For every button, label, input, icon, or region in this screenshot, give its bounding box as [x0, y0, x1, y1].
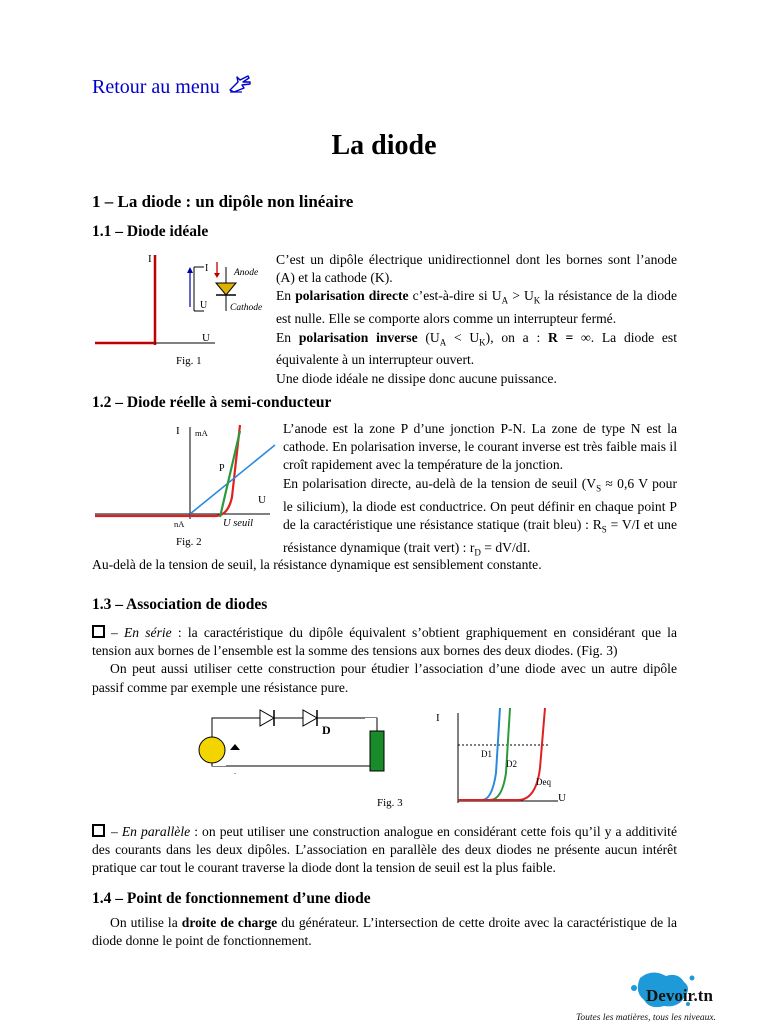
- fig3-curve-d1: [458, 708, 500, 800]
- fig3-label-u: U: [558, 792, 566, 804]
- fig1-label-i-small: I: [205, 263, 209, 274]
- fig3-label-deq: Deq: [536, 777, 551, 787]
- s12-text-block: [283, 420, 677, 562]
- checkbox-bullet-icon: [92, 625, 105, 638]
- s11-p4: Une diode idéale ne dissipe donc aucune puissance.: [276, 370, 557, 386]
- s12-p3: Au-delà de la tension de seuil, la résistance dynamique est sensiblement constante.: [92, 557, 542, 572]
- fig2-label-u: U: [258, 494, 266, 506]
- section-1-2-heading: 1.2 – Diode réelle à semi-conducteur: [92, 394, 332, 411]
- s11-p2: En polarisation directe c’est-à-dire si $U_A > U_K$ la résistance de la diode est nulle. Elle se comporte alors comme un interrupteur fermé.: [276, 288, 678, 327]
- pointing-hand-icon: [228, 74, 252, 100]
- fig1-label-u-small: U: [200, 300, 208, 311]
- s12-p2: En polarisation directe, au-delà de la tension de seuil ($V_S \approx 0,6$ V pour le silicium), la diode est conductrice. On peut définir en chaque point P de la caractéristique une résistance statique (trait bleu) : $R_S = V/I$ et une résistance dynamique (trait vert) : $r_D = dV/dI$.: [283, 475, 677, 558]
- fig3-generator-icon: [199, 737, 225, 763]
- section-1-4-heading: 1.4 – Point de fonctionnement d’une diode: [92, 890, 371, 907]
- fig3-diode-2: [303, 710, 317, 726]
- fig1-caption: Fig. 1: [176, 355, 202, 367]
- logo-brand: Devoir.tn: [646, 986, 713, 1005]
- fig2-label-p: P: [219, 463, 225, 474]
- fig2-real-diode-diagram: [90, 417, 276, 552]
- fig3-label-i: I: [436, 712, 440, 724]
- s11-p1: C’est un dipôle électrique unidirectionnel dont les bornes sont l’anode (A) et la cathode (K).: [276, 252, 677, 286]
- s11-text-block: [276, 251, 677, 388]
- fig3-resistor: [370, 731, 384, 771]
- s14-paragraph: On utilise la droite de charge du générateur. L’intersection de cette droite avec la caractéristique de la diode donne le point de fonctionnement.: [92, 915, 678, 949]
- fig1-label-anode: Anode: [234, 268, 259, 278]
- fig1-label-cathode: Cathode: [230, 303, 263, 313]
- fig3-label-d1: D1: [481, 749, 492, 759]
- fig3-characteristic-graph: [430, 703, 590, 809]
- fig2-label-useuil: U seuil: [223, 518, 254, 529]
- s13-serie-paragraph: – En série : la caractéristique du dipôle équivalent s’obtient graphiquement en considérant que la tension aux bornes de l’ensemble est la somme des tensions aux bornes des deux diodes. (Fig. 3): [92, 625, 677, 659]
- fig2-caption: Fig. 2: [176, 536, 202, 548]
- back-to-menu-link[interactable]: [92, 74, 252, 100]
- fig1-diode-symbol: [216, 283, 236, 295]
- fig3-diode-1: [260, 710, 274, 726]
- fig3-label-d: D: [322, 723, 331, 737]
- fig1-ideal-diode-diagram: [90, 245, 270, 375]
- s12-p1: L’anode est la zone P d’une jonction P-N. La zone de type N est la cathode. En polarisation inverse, le courant inverse est très faible mais il croît rapidement avec la température de la jonction.: [283, 421, 677, 473]
- fig3-curve-deq: [458, 708, 545, 800]
- section-1-heading: 1 – La diode : un dipôle non linéaire: [92, 192, 354, 211]
- s13-serie-paragraph-2: On peut aussi utiliser cette construction pour étudier l’association d’une diode avec un autre dipôle passif comme par exemple une résistance pure.: [92, 661, 677, 695]
- s13-serie-block: [92, 624, 677, 697]
- svg-text:.: .: [234, 767, 236, 776]
- fig1-label-i: I: [148, 253, 152, 265]
- section-1-3-heading: 1.3 – Association de diodes: [92, 596, 268, 613]
- fig2-label-na: nA: [174, 519, 185, 529]
- s13-parallele-paragraph: – En parallèle : on peut utiliser une construction analogue en considérant cette fois qu’il y a additivité des courants dans les deux dipôles. L’association en parallèle des deux diodes ne présente aucun intérêt pratique car tout le courant traverse la diode dont la tension de seuil est la plus faible.: [92, 824, 677, 876]
- fig3-circuit-diagram: [190, 698, 390, 788]
- fig3-label-d2: D2: [506, 759, 517, 769]
- fig2-label-ma: mA: [195, 428, 208, 438]
- logo-tagline: Toutes les matières, tous les niveaux.: [576, 1013, 716, 1023]
- fig3-caption: Fig. 3: [377, 797, 403, 809]
- devoir-tn-logo: [574, 968, 764, 1024]
- checkbox-bullet-icon: [92, 824, 105, 837]
- page-title: La diode: [331, 130, 437, 161]
- fig2-label-i: I: [176, 425, 180, 437]
- menu-link-label: Retour au menu: [92, 75, 220, 98]
- section-1-1-heading: 1.1 – Diode idéale: [92, 223, 209, 240]
- fig1-label-u: U: [202, 332, 210, 344]
- s11-p3: En polarisation inverse $(U_A < U_K)$, on a : R = ∞. La diode est équivalente à un interrupteur ouvert.: [276, 329, 677, 368]
